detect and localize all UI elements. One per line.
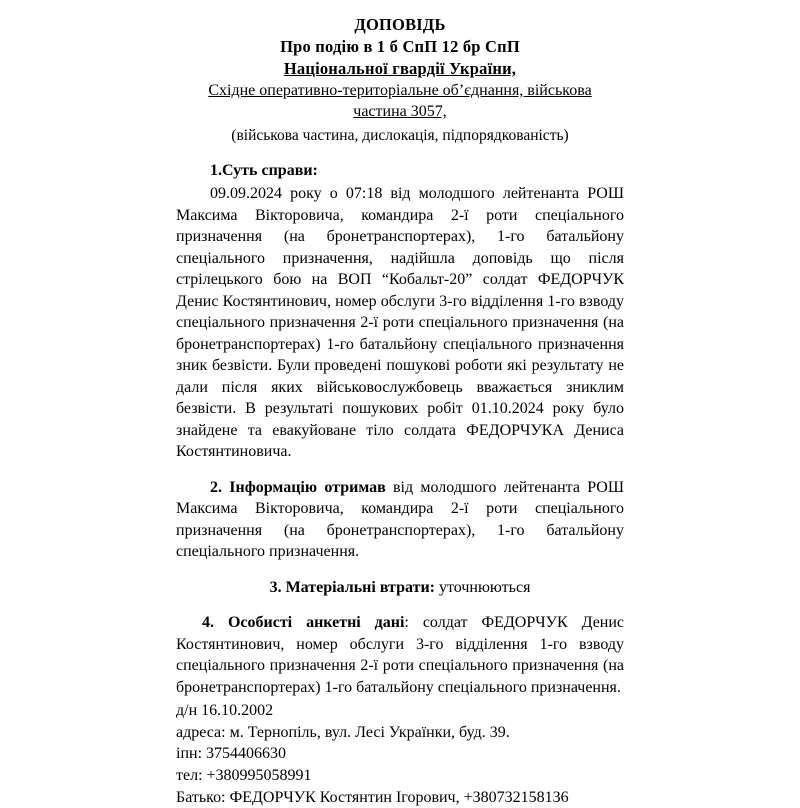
personal-details-list	[176, 700, 624, 808]
personal-detail-birthdate: д/н 16.10.2002	[176, 702, 274, 720]
personal-detail-tax-id: іпн: 3754406630	[176, 745, 287, 763]
section-case-summary	[176, 160, 624, 463]
section-material-losses	[176, 577, 624, 599]
section-2-number: 2.	[210, 478, 222, 496]
personal-detail-phone: тел: +380995058991	[176, 767, 312, 784]
section-4-body-text: : солдат ФЕДОРЧУК Денис Костянтинович, номер обслуги 3-го відділення 1-го взводу спеціального призначення 2-ї роти спеціального призначення (на бронетранспортерах) 1-го батальйону спеціального призначення.	[176, 614, 625, 696]
section-4-heading: Особисті анкетні дані	[227, 614, 405, 632]
section-1-body-text: 09.09.2024 року о 07:18 від молодшого лейтенанта РОШ Максима Вікторовича, командира 2-ї роти спеціального призначення (на бронетранспортерах), 1-го батальйону спеціального призначення, надійшла доповідь що після стрілецького бою на ВОП “Кобальт-20” солдат ФЕДОРЧУК Денис Костянтинович, номер обслуги 3-го відділення 1-го взводу спеціального призначення 2-ї роти спеціального призначення (на бронетранспортерах) 1-го батальйону спеціального призначення зник безвісти. Були проведені пошукові роботи які результату не дали після яких військовослужбовець вважається зниклим безвісти. В результаті пошукових робіт 01.10.2024 року було знайдене та евакуйоване тіло солдата ФЕДОРЧУКА Дениса Костянтиновича.	[176, 185, 624, 461]
section-3-paragraph	[176, 577, 624, 599]
section-2-heading: Інформацію отримав	[229, 478, 386, 496]
section-3-body-text: уточнюються	[439, 578, 531, 596]
section-1-heading: Суть справи:	[222, 161, 318, 179]
section-2-paragraph	[176, 477, 624, 563]
personal-detail-address: адреса: м. Тернопіль, вул. Лесі Українки, буд. 39.	[176, 723, 510, 741]
title-line-2: Про подію в 1 б СпП 12 бр СпП	[280, 36, 520, 56]
section-personal-data	[176, 612, 624, 698]
title-line-1: ДОПОВІДЬ	[354, 15, 446, 34]
subtitle-line-1: Східне оперативно-територіальне об’єднання, військова	[208, 81, 592, 99]
section-1-number: 1.	[210, 161, 222, 179]
section-information-received	[176, 477, 624, 563]
section-4-number: 4.	[202, 614, 214, 632]
section-3-heading: Матеріальні втрати:	[285, 578, 435, 596]
section-4-paragraph	[176, 612, 624, 698]
subordination-note: (військова частина, дислокація, підпорядкованість)	[231, 127, 569, 145]
title-line-3: Національної гвардії України,	[283, 58, 517, 78]
section-1-body	[176, 183, 624, 463]
section-3-number: 3.	[269, 578, 282, 596]
document-title-block	[176, 14, 624, 148]
section-1-paragraph	[176, 160, 624, 182]
personal-detail-father: Батько: ФЕДОРЧУК Костянтин Ігорович, +380732158136	[176, 788, 569, 806]
subtitle-line-2: частина 3057,	[353, 103, 447, 121]
section-2-body-text: від молодшого лейтенанта РОШ Максима Вікторовича, командира 2-ї роти спеціального призначення (на бронетранспортерах), 1-го батальйону спеціального призначення.	[176, 478, 624, 561]
